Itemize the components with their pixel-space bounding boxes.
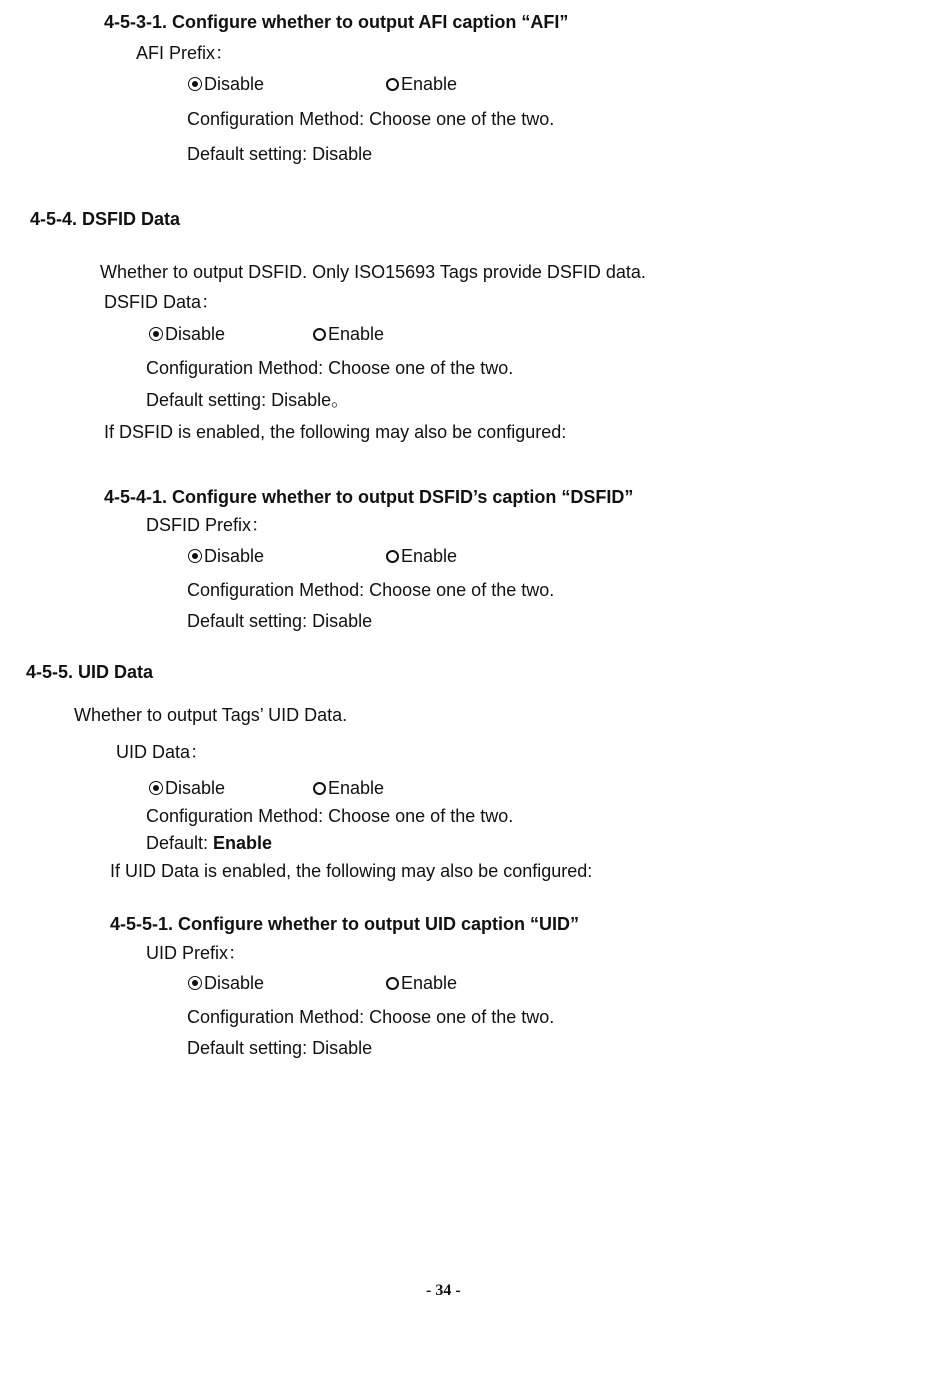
option-label: Disable: [204, 74, 265, 94]
uid-prefix-config-method: Configuration Method: Choose one of the two.: [187, 1007, 555, 1027]
afi-caption-heading: 4-5-3-1. Configure whether to output AFI caption “AFI”: [104, 12, 569, 32]
radio-unselected-icon: [313, 782, 326, 795]
option-label: Disable: [204, 546, 265, 566]
option-label: Enable: [401, 74, 458, 94]
afi-prefix-label: AFI Prefix：: [136, 43, 234, 63]
uid-data-label: UID Data：: [116, 742, 209, 762]
dsfid-prefix-default-setting: Default setting: Disable: [187, 611, 373, 631]
dsfid-data-label: DSFID Data：: [104, 292, 220, 312]
afi-prefix-config-method: Configuration Method: Choose one of the two.: [187, 109, 555, 129]
dsfid-caption-heading: 4-5-4-1. Configure whether to output DSFID’s caption “DSFID”: [104, 487, 634, 507]
option-label: Enable: [401, 546, 458, 566]
radio-unselected-icon: [386, 78, 399, 91]
uid-data-enable-option[interactable]: [313, 778, 384, 799]
afi-prefix-enable-option[interactable]: [386, 74, 457, 95]
uid-enabled-note: If UID Data is enabled, the following may also be configured:: [110, 861, 593, 881]
dsfid-description: Whether to output DSFID. Only ISO15693 Tags provide DSFID data.: [100, 262, 646, 282]
uid-data-disable-option[interactable]: [149, 778, 225, 799]
option-label: Disable: [165, 324, 226, 344]
uid-prefix-enable-option[interactable]: [386, 973, 457, 994]
uid-data-heading: 4-5-5. UID Data: [26, 662, 154, 682]
uid-prefix-default-setting: Default setting: Disable: [187, 1038, 373, 1058]
dsfid-default-setting: Default setting: Disable。: [146, 390, 350, 410]
option-label: Disable: [204, 973, 265, 993]
radio-selected-icon: [149, 327, 163, 341]
dsfid-data-enable-option[interactable]: [313, 324, 384, 345]
radio-selected-icon: [149, 781, 163, 795]
radio-unselected-icon: [386, 550, 399, 563]
uid-description: Whether to output Tags’ UID Data.: [74, 705, 348, 725]
dsfid-data-heading: 4-5-4. DSFID Data: [30, 209, 181, 229]
dsfid-config-method: Configuration Method: Choose one of the two.: [146, 358, 514, 378]
dsfid-enabled-note: If DSFID is enabled, the following may also be configured:: [104, 422, 567, 442]
option-label: Enable: [401, 973, 458, 993]
radio-selected-icon: [188, 976, 202, 990]
dsfid-prefix-label: DSFID Prefix：: [146, 515, 270, 535]
dsfid-prefix-enable-option[interactable]: [386, 546, 457, 567]
uid-default-value: Enable: [213, 833, 273, 853]
dsfid-prefix-config-method: Configuration Method: Choose one of the two.: [187, 580, 555, 600]
radio-unselected-icon: [313, 328, 326, 341]
option-label: Enable: [328, 778, 385, 798]
dsfid-prefix-disable-option[interactable]: [188, 546, 264, 567]
page-number: - 34 -: [426, 1282, 461, 1299]
dsfid-data-disable-option[interactable]: [149, 324, 225, 345]
afi-prefix-disable-option[interactable]: [188, 74, 264, 95]
uid-config-method: Configuration Method: Choose one of the two.: [146, 806, 514, 826]
uid-default-setting: [146, 833, 272, 854]
afi-prefix-default-setting: Default setting: Disable: [187, 144, 373, 164]
option-label: Disable: [165, 778, 226, 798]
uid-default-prefix: Default:: [146, 833, 214, 853]
radio-unselected-icon: [386, 977, 399, 990]
option-label: Enable: [328, 324, 385, 344]
radio-selected-icon: [188, 77, 202, 91]
radio-selected-icon: [188, 549, 202, 563]
uid-caption-heading: 4-5-5-1. Configure whether to output UID caption “UID”: [110, 914, 579, 934]
uid-prefix-label: UID Prefix：: [146, 943, 247, 963]
uid-prefix-disable-option[interactable]: [188, 973, 264, 994]
